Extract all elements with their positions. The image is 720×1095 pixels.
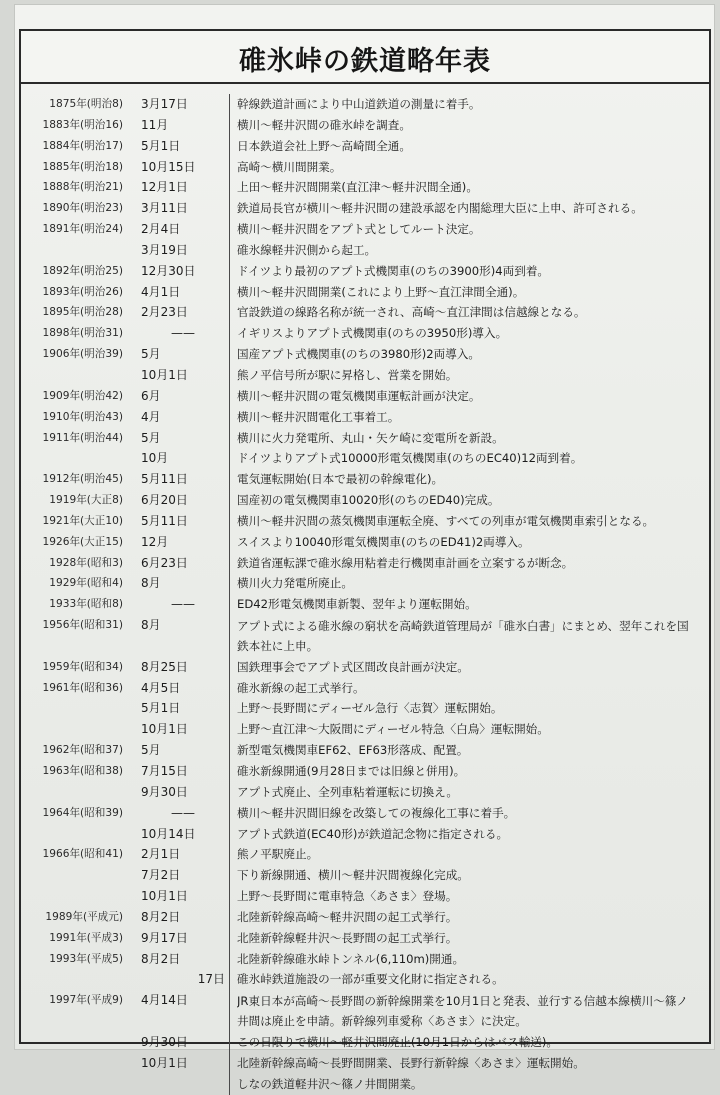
timeline-date: 9月30日	[141, 784, 188, 799]
column-divider	[229, 761, 230, 782]
timeline-event: この日限りで横川〜軽井沢間廃止(10月1日からはバス輸送)。	[237, 1034, 559, 1049]
column-divider	[229, 678, 230, 699]
timeline-event: 横川〜軽井沢間の電気機関車運転計画が決定。	[237, 388, 481, 403]
timeline-event: スイスより10040形電気機関車(のちのED41)2両導入。	[237, 534, 530, 549]
timeline-date: 2月23日	[141, 305, 188, 320]
timeline-year: 1989年(平成元)	[45, 910, 123, 923]
timeline-date: 4月	[141, 409, 161, 424]
timeline-event: 下り新線開通、横川〜軽井沢間複線化完成。	[237, 868, 469, 883]
timeline-event: 官設鉄道の線路名称が統一され、高崎〜直江津間は信越線となる。	[237, 305, 586, 320]
timeline-event: 北陸新幹線高崎〜長野間開業、長野行新幹線〈あさま〉運転開始。	[237, 1055, 585, 1070]
timeline-row	[21, 386, 709, 407]
timeline-row	[21, 115, 709, 136]
column-divider	[229, 594, 230, 615]
timeline-row	[21, 219, 709, 240]
timeline-date: 10月15日	[141, 159, 196, 174]
timeline-event: 鉄道省運転課で碓氷線用粘着走行機関車計画を立案するが断念。	[237, 555, 574, 570]
timeline-year: 1885年(明治18)	[42, 160, 123, 173]
timeline-event: 北陸新幹線碓氷峠トンネル(6,110m)開通。	[237, 951, 465, 966]
column-divider	[229, 198, 230, 219]
timeline-event: しなの鉄道軽井沢〜篠ノ井間開業。	[237, 1076, 423, 1091]
timeline-row	[21, 990, 709, 1032]
timeline-event: 電気運転開始(日本で最初の幹線電化)。	[237, 472, 444, 487]
timeline-date: 12月	[141, 534, 169, 549]
timeline-event: 上野〜直江津〜大阪間にディーゼル特急〈白鳥〉運転開始。	[237, 722, 549, 737]
timeline-event: アプト式による碓氷線の窮状を高崎鉄道管理局が「碓氷白書」にまとめ、翌年これを国鉄本社に上申。	[237, 619, 689, 654]
timeline-row	[21, 740, 709, 761]
timeline-year: 1921年(大正10)	[42, 514, 123, 527]
column-divider	[229, 719, 230, 740]
timeline-year: 1892年(明治25)	[42, 264, 123, 277]
timeline-date: 3月11日	[141, 201, 188, 216]
timeline-date: 4月1日	[141, 284, 181, 299]
timeline-event: アプト式鉄道(EC40形)が鉄道記念物に指定される。	[237, 826, 509, 841]
timeline-year: 1888年(明治21)	[42, 181, 123, 194]
column-divider	[229, 553, 230, 574]
timeline-row	[21, 719, 709, 740]
timeline-row	[21, 282, 709, 303]
column-divider	[229, 865, 230, 886]
timeline-row	[21, 365, 709, 386]
timeline-event: 横川火力発電所廃止。	[237, 576, 353, 591]
column-divider	[229, 740, 230, 761]
column-divider	[229, 115, 230, 136]
timeline-event: 碓氷新線の起工式挙行。	[237, 680, 365, 695]
timeline-date: 10月14日	[141, 826, 196, 841]
timeline-year: 1891年(明治24)	[42, 223, 123, 236]
timeline-year: 1962年(昭和37)	[42, 744, 123, 757]
timeline-year: 1993年(平成5)	[49, 952, 123, 965]
column-divider	[229, 573, 230, 594]
timeline-year: 1875年(明治8)	[49, 98, 123, 110]
column-divider	[229, 261, 230, 282]
column-divider	[229, 990, 230, 1032]
timeline-event: 碓氷新線開通(9月28日までは旧線と併用)。	[237, 764, 466, 778]
timeline-year: 1909年(明治42)	[42, 389, 123, 402]
timeline-date: ——	[171, 805, 195, 820]
timeline-year: 1895年(明治28)	[42, 306, 123, 319]
timeline-row	[21, 302, 709, 323]
timeline-row	[21, 1074, 709, 1095]
column-divider	[229, 136, 230, 157]
column-divider	[229, 240, 230, 261]
timeline-row	[21, 511, 709, 532]
timeline-event: ドイツより最初のアプト式機関車(のちの3900形)4両到着。	[237, 263, 550, 278]
timeline-row	[21, 698, 709, 719]
column-divider	[229, 365, 230, 386]
timeline-date: 8月2日	[141, 951, 181, 966]
column-divider	[229, 803, 230, 824]
timeline-date: 5月1日	[141, 138, 181, 153]
timeline-date: 4月5日	[141, 680, 181, 695]
timeline-event: 横川〜軽井沢間電化工事着工。	[237, 409, 400, 424]
column-divider	[229, 428, 230, 449]
timeline-table	[19, 84, 711, 1091]
timeline-date: 11月	[141, 117, 169, 132]
timeline-date: ——	[171, 597, 195, 612]
timeline-year: 1959年(昭和34)	[42, 660, 123, 673]
timeline-date: 12月30日	[141, 263, 196, 278]
timeline-row	[21, 407, 709, 428]
timeline-board	[14, 4, 715, 1091]
timeline-event: 幹線鉄道計画により中山道鉄道の測量に着手。	[237, 97, 481, 111]
timeline-date: 6月	[141, 388, 161, 403]
timeline-date: 2月1日	[141, 847, 181, 862]
column-divider	[229, 1074, 230, 1095]
timeline-date: 5月11日	[141, 513, 188, 528]
column-divider	[229, 407, 230, 428]
column-divider	[229, 698, 230, 719]
timeline-row	[21, 323, 709, 344]
timeline-row	[21, 490, 709, 511]
column-divider	[229, 969, 230, 990]
column-divider	[229, 469, 230, 490]
timeline-row	[21, 344, 709, 365]
title-box	[19, 29, 711, 84]
timeline-event: 横川〜軽井沢間をアプト式としてルート決定。	[237, 222, 481, 237]
timeline-year: 1911年(明治44)	[42, 431, 123, 444]
timeline-row	[21, 532, 709, 553]
timeline-row	[21, 94, 709, 115]
timeline-year: 1963年(昭和38)	[42, 765, 123, 777]
column-divider	[229, 907, 230, 928]
timeline-date: 6月23日	[141, 555, 188, 570]
column-divider	[229, 448, 230, 469]
timeline-row	[21, 865, 709, 886]
timeline-event: 国産アプト式機関車(のちの3980形)2両導入。	[237, 347, 481, 362]
timeline-year: 1906年(明治39)	[42, 348, 123, 361]
timeline-event: 日本鉄道会社上野〜高崎間全通。	[237, 138, 411, 153]
timeline-year: 1933年(昭和8)	[49, 598, 123, 611]
timeline-year: 1926年(大正15)	[42, 535, 123, 548]
timeline-date: 3月19日	[141, 242, 188, 257]
timeline-event: 碓氷線軽井沢側から起工。	[237, 242, 377, 257]
timeline-year: 1898年(明治31)	[42, 327, 123, 340]
timeline-event: 高崎〜横川間開業。	[237, 159, 342, 174]
timeline-date: 10月1日	[141, 889, 188, 904]
timeline-year: 1883年(明治16)	[42, 118, 123, 131]
column-divider	[229, 928, 230, 949]
timeline-date: 10月	[141, 451, 169, 466]
timeline-date: 8月25日	[141, 659, 188, 674]
column-divider	[229, 511, 230, 532]
timeline-year: 1966年(昭和41)	[42, 848, 123, 861]
timeline-row	[21, 261, 709, 282]
timeline-row	[21, 240, 709, 261]
timeline-event: JR東日本が高崎〜長野間の新幹線開業を10月1日と発表、並行する信越本線横川〜篠ノ井間は廃止を申請。新幹線列車愛称〈あさま〉に決定。	[237, 994, 688, 1029]
timeline-year: 1912年(明治45)	[42, 473, 123, 486]
timeline-date: 5月	[141, 743, 161, 758]
column-divider	[229, 532, 230, 553]
timeline-date: 12月1日	[141, 180, 188, 195]
column-divider	[229, 157, 230, 178]
timeline-date: 8月	[141, 576, 161, 591]
timeline-year: 1893年(明治26)	[42, 285, 123, 298]
timeline-row	[21, 177, 709, 198]
timeline-date: 5月11日	[141, 472, 188, 487]
timeline-event: 碓氷峠鉄道施設の一部が重要文化財に指定される。	[237, 972, 504, 987]
timeline-event: 国鉄理事会でアプト式区間改良計画が決定。	[237, 659, 469, 674]
column-divider	[229, 302, 230, 323]
timeline-row	[21, 594, 709, 615]
column-divider	[229, 219, 230, 240]
timeline-date: 9月17日	[141, 930, 188, 945]
timeline-date: 10月1日	[141, 367, 188, 382]
column-divider	[229, 323, 230, 344]
timeline-year: 1964年(昭和39)	[42, 806, 123, 819]
timeline-event: 北陸新幹線軽井沢〜長野間の起工式挙行。	[237, 930, 458, 945]
timeline-event: 横川〜軽井沢間開業(これにより上野〜直江津間全通)。	[237, 284, 525, 299]
column-divider	[229, 657, 230, 678]
timeline-year: 1910年(明治43)	[42, 410, 123, 423]
column-divider	[229, 282, 230, 303]
timeline-event: 上野〜長野間にディーゼル急行〈志賀〉運転開始。	[237, 701, 503, 716]
timeline-date: 4月14日	[141, 993, 188, 1008]
timeline-rows	[21, 94, 709, 1095]
timeline-date: 9月30日	[141, 1034, 188, 1049]
timeline-event: ドイツよりアプト式10000形電気機関車(のちのEC40)12両到着。	[237, 451, 583, 466]
timeline-event: アプト式廃止、全列車粘着運転に切換え。	[237, 784, 458, 799]
column-divider	[229, 949, 230, 970]
timeline-year: 1884年(明治17)	[42, 139, 123, 152]
timeline-row	[21, 782, 709, 803]
timeline-event: 上野〜長野間に電車特急〈あさま〉登場。	[237, 889, 458, 904]
timeline-row	[21, 1053, 709, 1074]
timeline-event: 熊ノ平信号所が駅に昇格し、営業を開始。	[237, 367, 458, 382]
timeline-event: 新型電気機関車EF62、EF63形落成、配置。	[237, 743, 469, 758]
timeline-row	[21, 615, 709, 657]
timeline-row	[21, 428, 709, 449]
timeline-event: ED42形電気機関車新製、翌年より運転開始。	[237, 597, 477, 612]
column-divider	[229, 782, 230, 803]
timeline-row	[21, 469, 709, 490]
timeline-event: 熊ノ平駅廃止。	[237, 847, 319, 862]
column-divider	[229, 344, 230, 365]
timeline-date: ——	[171, 326, 195, 341]
timeline-year: 1919年(大正8)	[49, 494, 123, 507]
column-divider	[229, 615, 230, 657]
timeline-event: 国産初の電気機関車10020形(のちのED40)完成。	[237, 493, 500, 508]
timeline-row	[21, 157, 709, 178]
timeline-event: イギリスよりアプト式機関車(のちの3950形)導入。	[237, 326, 508, 341]
timeline-row	[21, 573, 709, 594]
timeline-row	[21, 136, 709, 157]
timeline-year: 1991年(平成3)	[49, 931, 123, 944]
timeline-date: 8月2日	[141, 909, 181, 924]
timeline-row	[21, 198, 709, 219]
timeline-date: 10月1日	[141, 722, 188, 737]
timeline-event: 鉄道局長官が横川〜軽井沢間の建設承認を内閣総理大臣に上申、許可される。	[237, 201, 643, 216]
timeline-row	[21, 907, 709, 928]
column-divider	[229, 824, 230, 845]
column-divider	[229, 844, 230, 865]
timeline-row	[21, 553, 709, 574]
timeline-year: 1961年(昭和36)	[42, 681, 123, 694]
timeline-date: 10月1日	[141, 1055, 188, 1070]
timeline-date: 5月	[141, 347, 161, 362]
column-divider	[229, 886, 230, 907]
timeline-date: 8月	[141, 618, 161, 633]
timeline-year: 1929年(昭和4)	[49, 577, 123, 590]
timeline-event: 北陸新幹線高崎〜軽井沢間の起工式挙行。	[237, 909, 458, 924]
column-divider	[229, 386, 230, 407]
timeline-row	[21, 803, 709, 824]
timeline-year: 1928年(昭和3)	[49, 556, 123, 569]
timeline-row	[21, 928, 709, 949]
timeline-row	[21, 761, 709, 782]
column-divider	[229, 94, 230, 115]
timeline-row	[21, 824, 709, 845]
timeline-event: 横川に火力発電所、丸山・矢ケ崎に変電所を新設。	[237, 430, 504, 445]
timeline-event: 横川〜軽井沢間旧線を改築しての複線化工事に着手。	[237, 805, 516, 820]
timeline-date: 5月1日	[141, 701, 181, 716]
timeline-year: 1956年(昭和31)	[42, 619, 123, 632]
timeline-row	[21, 657, 709, 678]
timeline-date: 7月2日	[141, 868, 181, 883]
page-title: 碓氷峠の鉄道略年表	[239, 46, 491, 77]
timeline-date: 5月	[141, 430, 161, 445]
timeline-date: 2月4日	[141, 222, 181, 237]
timeline-row	[21, 448, 709, 469]
timeline-event: 横川〜軽井沢間の碓氷峠を調査。	[237, 117, 411, 132]
timeline-year: 1890年(明治23)	[42, 202, 123, 215]
timeline-date: 6月20日	[141, 493, 188, 508]
column-divider	[229, 177, 230, 198]
timeline-event: 横川〜軽井沢間の蒸気機関車運転全廃、すべての列車が電気機関車索引となる。	[237, 513, 655, 528]
timeline-event: 上田〜軽井沢間開業(直江津〜軽井沢間全通)。	[237, 180, 478, 195]
timeline-row	[21, 949, 709, 970]
timeline-date: 17日	[197, 972, 225, 987]
timeline-row	[21, 844, 709, 865]
column-divider	[229, 1053, 230, 1074]
timeline-date: 3月17日	[141, 97, 188, 111]
timeline-year: 1997年(平成9)	[49, 994, 123, 1007]
timeline-row	[21, 678, 709, 699]
timeline-row	[21, 969, 709, 990]
timeline-date: 7月15日	[141, 764, 188, 778]
column-divider	[229, 490, 230, 511]
timeline-row	[21, 886, 709, 907]
